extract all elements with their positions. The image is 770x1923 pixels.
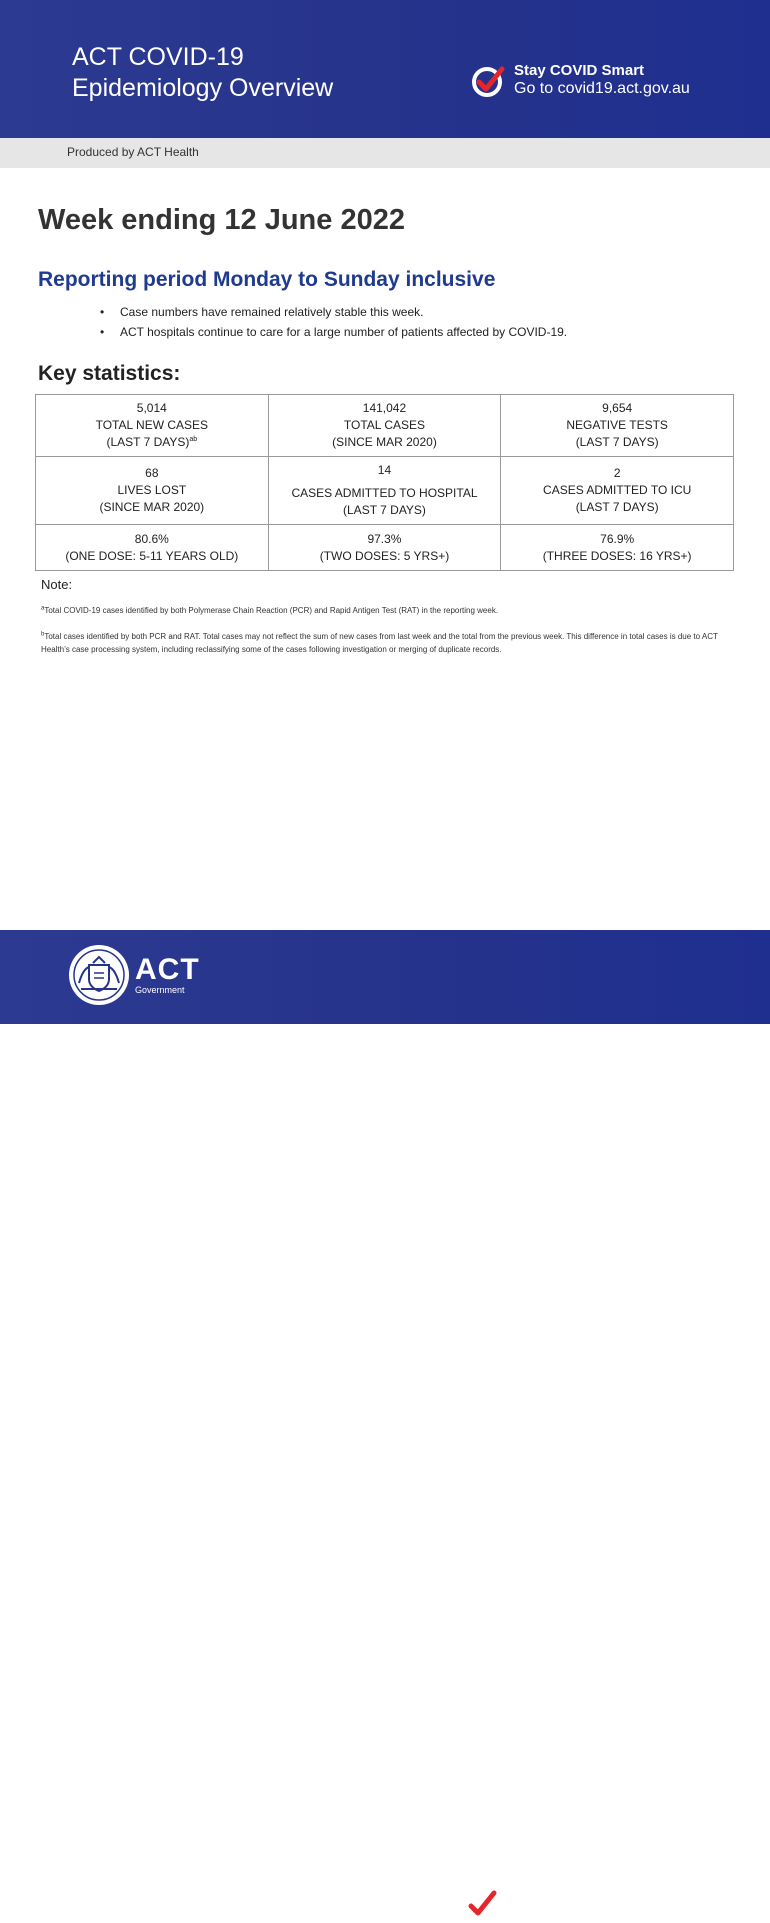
bullet-item: • Case numbers have remained relatively stable this week. [100, 302, 567, 322]
stats-row [36, 457, 734, 525]
stat-label: (ONE DOSE: 5-11 YEARS OLD) [65, 548, 239, 563]
stat-icu-admissions [501, 457, 734, 525]
stats-row [36, 525, 734, 571]
stat-period: (SINCE MAR 2020) [99, 500, 205, 514]
stay-covid-smart-badge [462, 1886, 682, 1923]
stat-label: NEGATIVE TESTS [566, 418, 668, 432]
stat-period: (LAST 7 DAYS) [575, 500, 659, 514]
stat-label: LIVES LOST [117, 483, 187, 497]
document-title [72, 42, 333, 104]
stat-total-new-cases [36, 395, 269, 457]
stat-value: 68 [145, 466, 159, 480]
stat-vaccination-one-dose [36, 525, 269, 571]
period-heading: Reporting period Monday to Sunday inclusive [38, 268, 496, 291]
stat-value: 76.9% [600, 531, 635, 546]
stat-negative-tests [501, 395, 734, 457]
act-logo-sub: Government [135, 984, 185, 995]
title-line-2: Epidemiology Overview [72, 74, 334, 102]
footer-banner [0, 930, 770, 1921]
stat-period: (LAST 7 DAYS) [343, 503, 426, 517]
act-crest-icon [67, 943, 131, 1007]
producer-text: Produced by ACT Health [67, 145, 199, 159]
note-label: Note: [41, 577, 73, 592]
producer-bar [0, 138, 770, 168]
footnote-text: Total COVID-19 cases identified by both Polymerase Chain Reaction (PCR) and Rapid Antigen Test (RAT) in the reporting week. [44, 606, 499, 615]
footnote-ref: ab [189, 436, 198, 443]
badge-line-1: Stay COVID Smart [514, 62, 645, 79]
act-logo-name: ACT [135, 952, 200, 986]
stat-label: CASES ADMITTED TO HOSPITAL [291, 486, 478, 500]
stat-value: 9,654 [602, 401, 633, 415]
stat-label: TOTAL CASES [343, 418, 426, 432]
stat-value: 14 [377, 463, 392, 477]
stat-period: (LAST 7 DAYS) [575, 435, 659, 449]
footnote-mark: a [41, 605, 45, 612]
stat-value: 2 [613, 466, 621, 480]
act-government-logo [67, 943, 200, 1007]
stat-label: (TWO DOSES: 5 YRS+) [319, 548, 450, 563]
week-heading: Week ending 12 June 2022 [38, 204, 405, 236]
stat-value: 97.3% [367, 531, 402, 546]
header-banner [0, 0, 770, 138]
stats-row [36, 395, 734, 457]
key-statistics-table [35, 394, 734, 571]
title-line-1: ACT COVID-19 [72, 43, 244, 71]
summary-bullets [100, 302, 567, 342]
badge-line-2: Go to covid19.act.gov.au [506, 1904, 682, 1921]
footnote-a [41, 604, 741, 617]
footnote-text: Total cases identified by both PCR and RAT. Total cases may not reflect the sum of new cases from last week and the total from the previous week. This difference in total cases is due to ACT Health’s case processing system, including reclassifying some of the cases following investigation or merging of duplicate records. [41, 632, 718, 654]
stat-label: (THREE DOSES: 16 YRS+) [542, 548, 692, 563]
key-statistics-heading: Key statistics: [38, 362, 181, 385]
stat-value: 80.6% [134, 531, 169, 546]
stat-vaccination-two-doses [268, 525, 501, 571]
stat-value: 141,042 [362, 401, 407, 415]
check-badge-icon [462, 1887, 498, 1923]
stat-value: 5,014 [136, 401, 167, 415]
check-badge-icon [470, 63, 506, 99]
stat-period: (SINCE MAR 2020) [332, 435, 437, 449]
badge-line-1: Stay COVID Smart [506, 1886, 637, 1903]
stay-covid-smart-badge [470, 62, 690, 99]
stat-total-cases [268, 395, 501, 457]
bullet-item: • ACT hospitals continue to care for a large number of patients affected by COVID-19. [100, 322, 567, 342]
footnote-b [41, 630, 741, 656]
badge-line-2: Go to covid19.act.gov.au [514, 80, 690, 97]
stat-label: TOTAL NEW CASES [95, 418, 209, 432]
stat-vaccination-three-doses [501, 525, 734, 571]
footnote-mark: b [41, 631, 45, 638]
stat-label: CASES ADMITTED TO ICU [543, 483, 692, 497]
stat-lives-lost [36, 457, 269, 525]
stat-period: (LAST 7 DAYS)$^{ab}$ [106, 435, 198, 449]
stat-hospital-admissions [268, 457, 501, 525]
